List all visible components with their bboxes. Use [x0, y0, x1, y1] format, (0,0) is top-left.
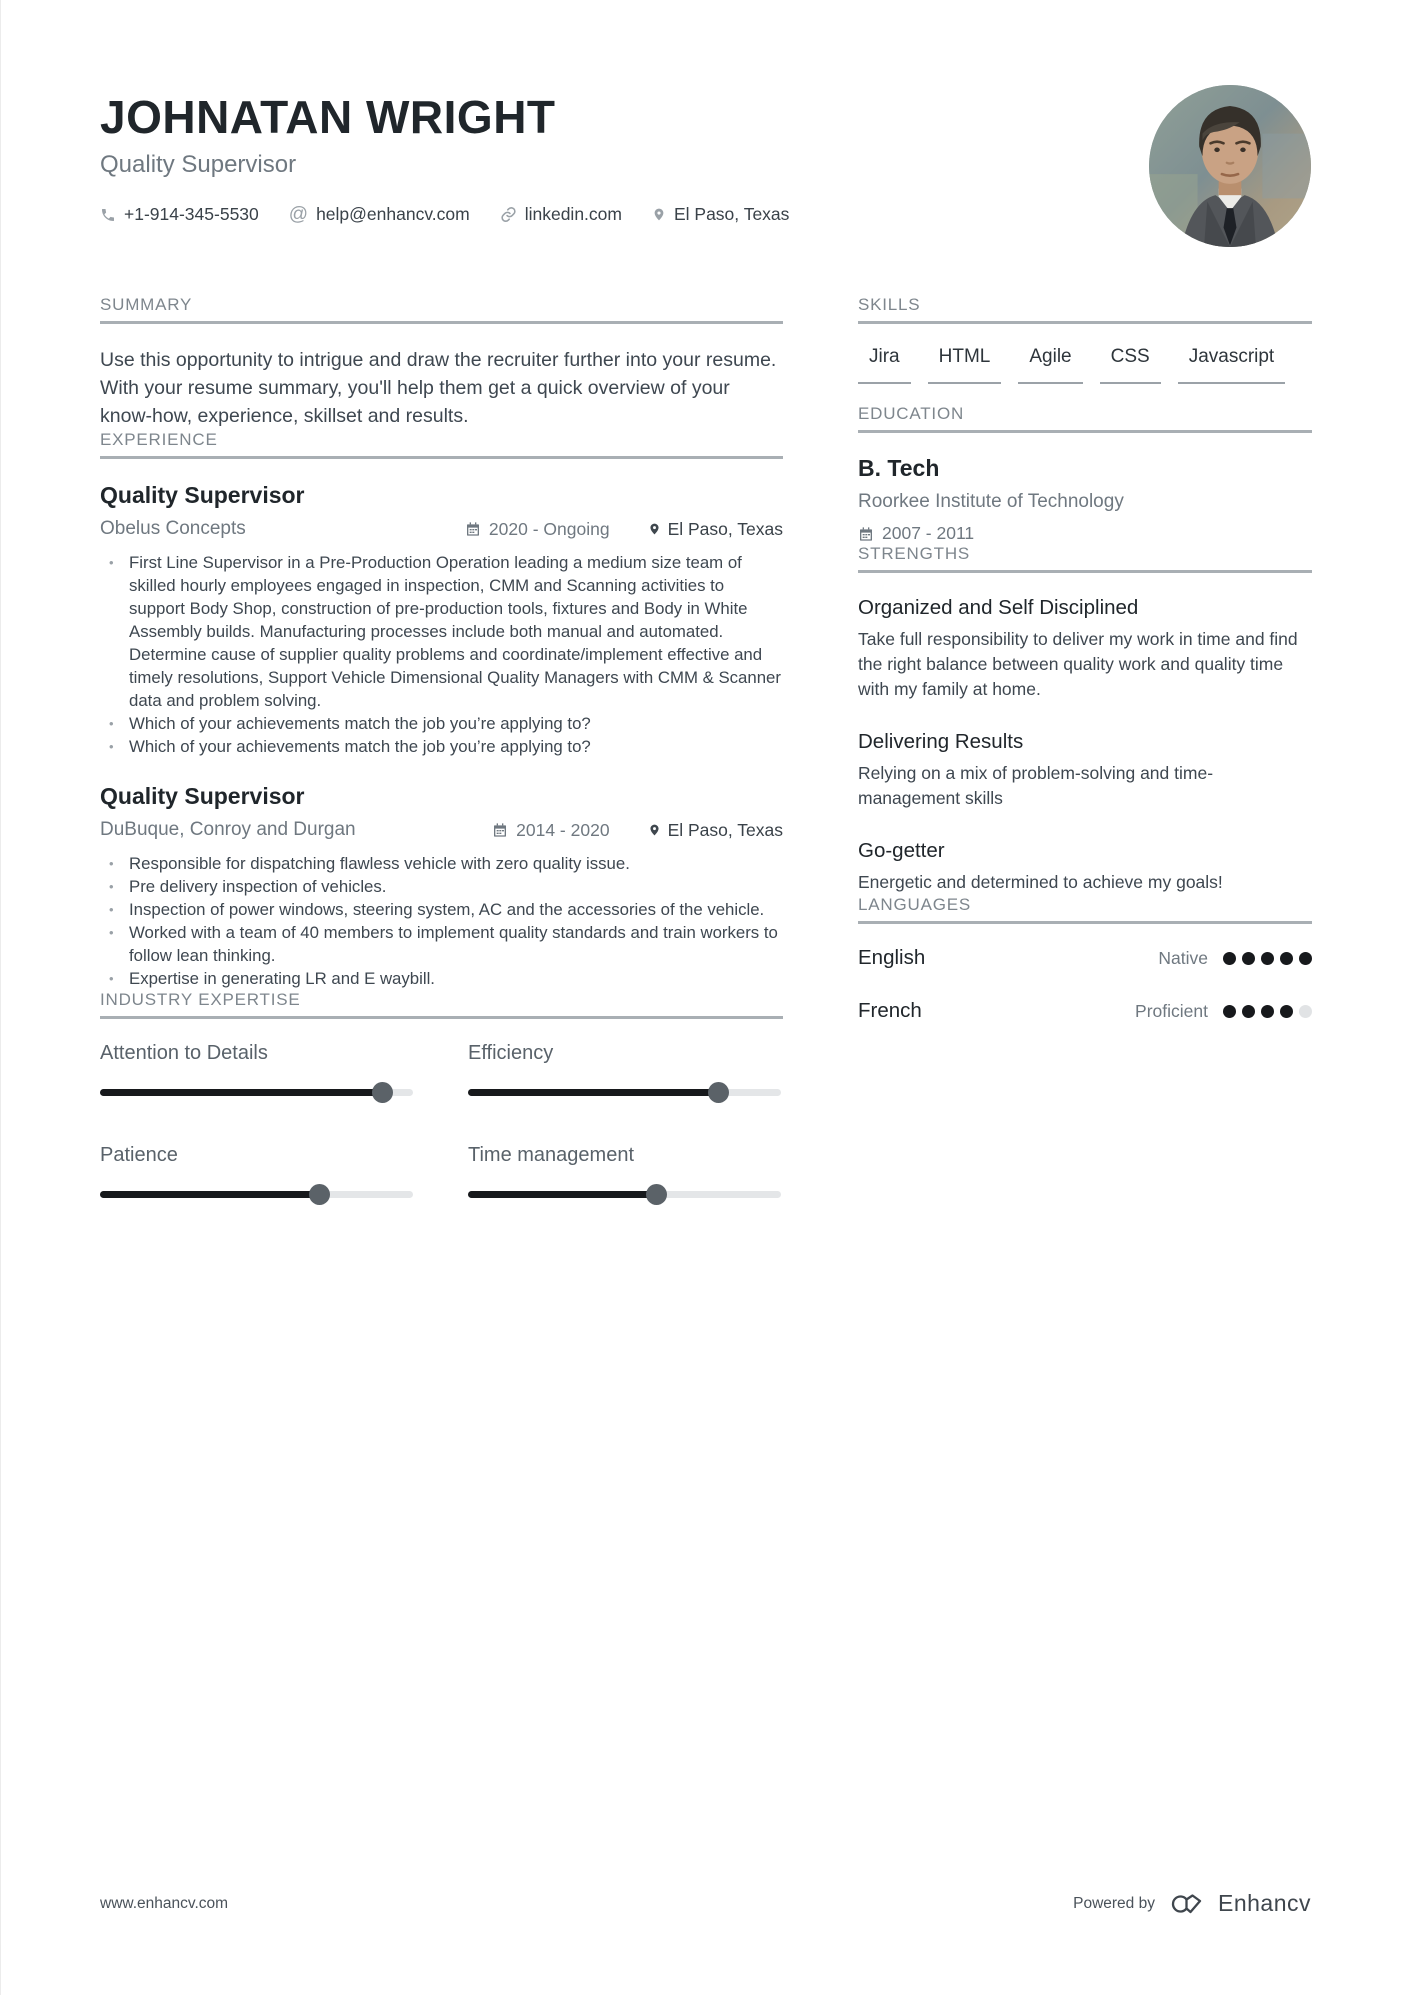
- left-column: [100, 295, 783, 1205]
- experience-bullet: • Responsible for dispatching flawless vehicle with zero quality issue.: [100, 852, 783, 875]
- slider-knob[interactable]: [372, 1082, 393, 1103]
- contact-phone[interactable]: [100, 204, 259, 225]
- skill-tag: Jira: [858, 346, 911, 384]
- contact-row: [100, 204, 1311, 225]
- slider-knob[interactable]: [646, 1184, 667, 1205]
- skill-tag: CSS: [1100, 346, 1161, 384]
- education-heading: EDUCATION: [858, 404, 1312, 433]
- strength-title: Go-getter: [858, 839, 945, 862]
- experience-location: [648, 519, 783, 540]
- experience-company: DuBuque, Conroy and Durgan: [100, 819, 356, 840]
- calendar-icon: [858, 526, 874, 542]
- powered-by[interactable]: [1073, 1890, 1311, 1917]
- enhancv-logo: [1169, 1890, 1311, 1917]
- experience-dates: [492, 820, 609, 841]
- enhancv-logo-icon: [1169, 1892, 1209, 1916]
- strength-text: Take full responsibility to deliver my work in time and find the right balance between quality work and quality time with my family at home.: [858, 629, 1298, 699]
- language-name: English: [858, 946, 926, 969]
- experience-bullets: [100, 852, 783, 990]
- section-summary: [100, 295, 783, 430]
- expertise-slider[interactable]: [100, 1082, 413, 1103]
- section-experience: [100, 430, 783, 990]
- experience-location: [648, 820, 783, 841]
- link-icon: [500, 206, 517, 223]
- slider-fill: [468, 1089, 718, 1096]
- summary-heading: SUMMARY: [100, 295, 783, 324]
- expertise-item: [468, 1143, 781, 1205]
- languages-heading: LANGUAGES: [858, 895, 1312, 924]
- right-column: [858, 295, 1312, 1205]
- skill-tag: Javascript: [1178, 346, 1286, 384]
- summary-text: Use this opportunity to intrigue and draw the recruiter further into your resume. With your resume summary, you'll help them get a quick overview of your know-how, experience, skillset and results.: [100, 349, 777, 427]
- section-languages: [858, 895, 1312, 1023]
- rating-dot-filled: [1261, 1005, 1274, 1018]
- expertise-label: Patience: [100, 1144, 178, 1166]
- rating-dot-filled: [1242, 1005, 1255, 1018]
- skills-tags: [858, 346, 1312, 404]
- contact-phone-text: +1-914-345-5530: [124, 204, 259, 224]
- strength-title: Organized and Self Disciplined: [858, 596, 1139, 619]
- contact-location-text: El Paso, Texas: [673, 204, 790, 224]
- strength-text: Relying on a mix of problem-solving and time-management skills: [858, 763, 1214, 808]
- section-strengths: [858, 544, 1312, 895]
- at-icon: @: [288, 204, 309, 225]
- footer-website: www.enhancv.com: [100, 1894, 229, 1912]
- expertise-slider[interactable]: [468, 1082, 781, 1103]
- strength-item: [858, 729, 1312, 811]
- contact-website-text: linkedin.com: [524, 204, 622, 224]
- location-pin-icon: [652, 206, 666, 223]
- slider-fill: [100, 1089, 382, 1096]
- language-name: French: [858, 999, 922, 1022]
- experience-location-text: El Paso, Texas: [667, 518, 783, 539]
- experience-heading: EXPERIENCE: [100, 430, 783, 459]
- expertise-slider[interactable]: [100, 1184, 413, 1205]
- slider-knob[interactable]: [309, 1184, 330, 1205]
- experience-dates-text: 2014 - 2020: [516, 819, 610, 840]
- footer: [100, 1890, 1311, 1917]
- calendar-icon: [492, 822, 508, 838]
- header: [100, 92, 1311, 225]
- strength-item: [858, 838, 1312, 895]
- experience-bullets: [100, 551, 783, 758]
- education-dates: [858, 523, 1312, 544]
- skill-tag: HTML: [928, 346, 1002, 384]
- slider-knob[interactable]: [708, 1082, 729, 1103]
- skill-tag: Agile: [1018, 346, 1082, 384]
- person-job-title: Quality Supervisor: [100, 151, 297, 178]
- experience-bullet: • Inspection of power windows, steering system, AC and the accessories of the vehicle.: [100, 898, 783, 921]
- profile-photo-illustration: [1149, 85, 1311, 247]
- location-pin-icon: [648, 822, 661, 838]
- rating-dot-filled: [1223, 952, 1236, 965]
- language-row: [858, 946, 1312, 970]
- education-school: Roorkee Institute of Technology: [858, 491, 1124, 512]
- language-row: [858, 999, 1312, 1023]
- experience-bullet: • Pre delivery inspection of vehicles.: [100, 875, 783, 898]
- contact-website[interactable]: [500, 204, 622, 225]
- rating-dot-filled: [1242, 952, 1255, 965]
- rating-dot-filled: [1280, 1005, 1293, 1018]
- expertise-item: [100, 1041, 413, 1103]
- experience-bullet: • Which of your achievements match the job you’re applying to?: [100, 735, 783, 758]
- experience-dates-text: 2020 - Ongoing: [488, 518, 610, 539]
- profile-photo: [1149, 85, 1311, 247]
- expertise-label: Time management: [468, 1144, 634, 1166]
- experience-entry: [100, 782, 783, 990]
- section-skills: [858, 295, 1312, 404]
- strength-title: Delivering Results: [858, 730, 1024, 753]
- section-industry-expertise: [100, 990, 783, 1205]
- expertise-label: Attention to Details: [100, 1042, 268, 1064]
- location-pin-icon: [648, 521, 661, 537]
- experience-dates: [465, 519, 610, 540]
- experience-job-title: Quality Supervisor: [100, 482, 305, 508]
- enhancv-logo-text: Enhancv: [1217, 1890, 1311, 1916]
- experience-entry: [100, 481, 783, 758]
- contact-location: [652, 204, 789, 225]
- language-rating-dots: [1223, 952, 1312, 965]
- rating-dot-filled: [1280, 952, 1293, 965]
- education-degree: B. Tech: [858, 455, 940, 481]
- calendar-icon: [465, 521, 481, 537]
- person-name: JOHNATAN WRIGHT: [100, 91, 556, 143]
- industry-expertise-heading: INDUSTRY EXPERTISE: [100, 990, 783, 1019]
- language-rating-dots: [1223, 1005, 1312, 1018]
- experience-bullet: • Which of your achievements match the job you’re applying to?: [100, 712, 783, 735]
- language-level: Proficient: [1135, 1000, 1208, 1021]
- contact-email[interactable]: [289, 204, 470, 225]
- rating-dot-filled: [1261, 952, 1274, 965]
- expertise-label: Efficiency: [468, 1042, 554, 1064]
- rating-dot-filled: [1223, 1005, 1236, 1018]
- strengths-heading: STRENGTHS: [858, 544, 1312, 573]
- slider-fill: [468, 1191, 656, 1198]
- language-level: Native: [1158, 947, 1208, 968]
- education-dates-text: 2007 - 2011: [882, 523, 975, 543]
- experience-location-text: El Paso, Texas: [667, 819, 783, 840]
- rating-dot-filled: [1299, 952, 1312, 965]
- contact-email-text: help@enhancv.com: [316, 204, 470, 224]
- phone-icon: [100, 207, 116, 223]
- experience-bullet: • First Line Supervisor in a Pre-Production Operation leading a medium size team of skilled hourly employees engaged in inspection, CMM and Scanning activities to support Body Shop, construction of pre-production tools, fixtures and Body in White Assembly builds. Manufacturing processes include both manual and automated. Determine cause of supplier quality problems and coordinate/implement effective and timely resolutions, Support Vehicle Dimensional Quality Managers with CMM & Scanner data and problem solving.: [100, 551, 783, 712]
- expertise-item: [100, 1143, 413, 1205]
- section-education: [858, 404, 1312, 544]
- slider-fill: [100, 1191, 319, 1198]
- experience-bullet: • Worked with a team of 40 members to implement quality standards and train workers to follow lean thinking.: [100, 921, 783, 967]
- strength-item: [858, 595, 1312, 702]
- strength-text: Energetic and determined to achieve my goals!: [858, 872, 1223, 892]
- expertise-item: [468, 1041, 781, 1103]
- experience-job-title: Quality Supervisor: [100, 783, 305, 809]
- experience-company: Obelus Concepts: [100, 518, 246, 539]
- rating-dot-empty: [1299, 1005, 1312, 1018]
- experience-bullet: • Expertise in generating LR and E waybill.: [100, 967, 783, 990]
- skills-heading: SKILLS: [858, 295, 1312, 324]
- expertise-slider[interactable]: [468, 1184, 781, 1205]
- powered-by-label: Powered by: [1073, 1894, 1155, 1912]
